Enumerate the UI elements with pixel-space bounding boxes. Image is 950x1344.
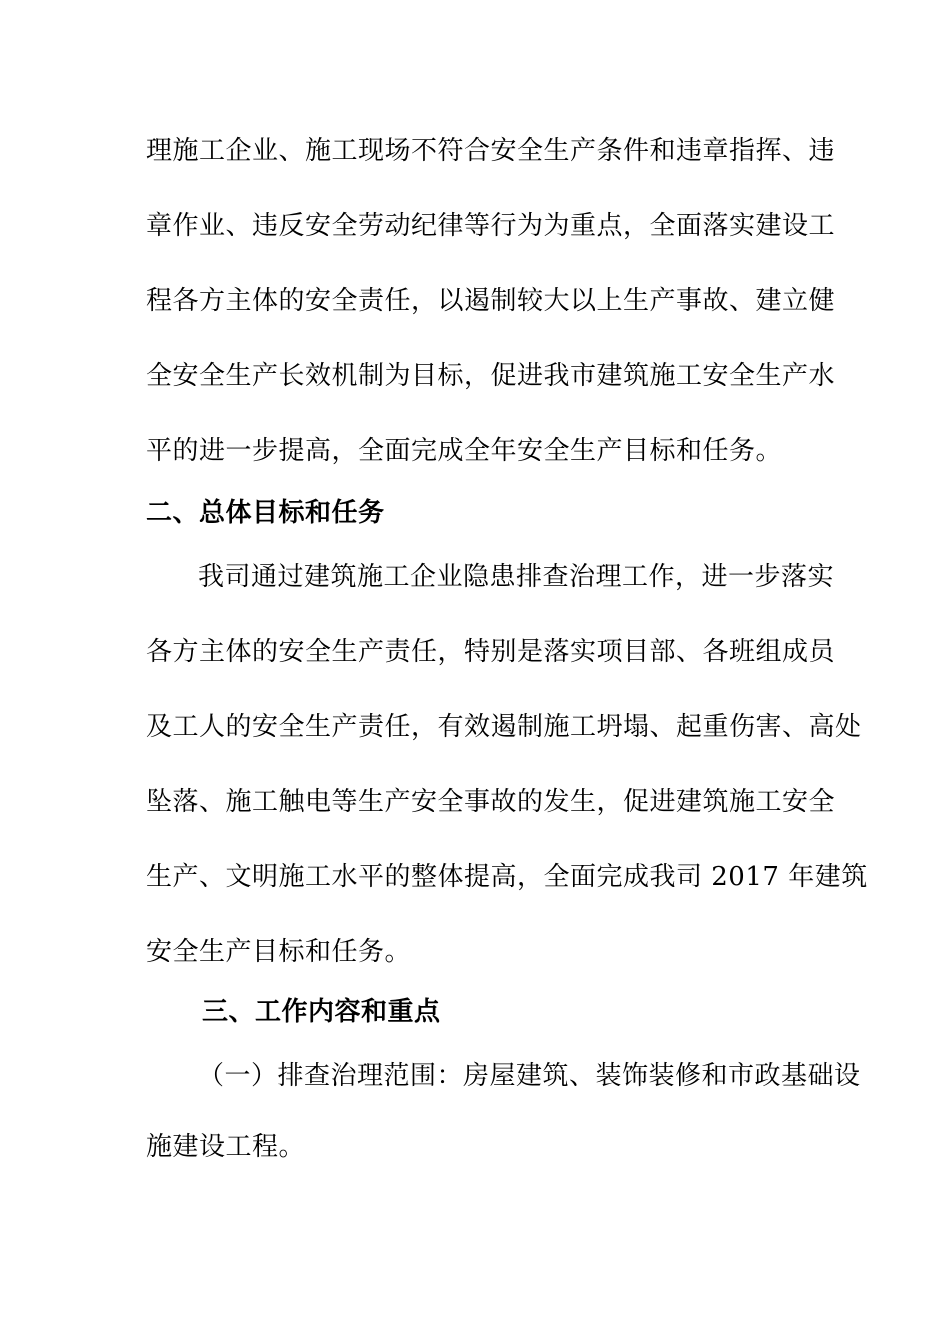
paragraph-2-line-3: 及工人的安全生产责任，有效遏制施工坍塌、起重伤害、高处 bbox=[146, 712, 862, 742]
section-heading-2: 二、总体目标和任务 bbox=[146, 498, 385, 528]
paragraph-3-line-1: （一）排查治理范围：房屋建筑、装饰装修和市政基础设 bbox=[198, 1061, 861, 1091]
paragraph-1-line-5: 平的进一步提高，全面完成全年安全生产目标和任务。 bbox=[146, 436, 783, 466]
paragraph-2-line-6: 安全生产目标和任务。 bbox=[146, 937, 412, 967]
paragraph-2-line-2: 各方主体的安全生产责任，特别是落实项目部、各班组成员 bbox=[146, 637, 836, 667]
paragraph-2-line-1: 我司通过建筑施工企业隐患排查治理工作，进一步落实 bbox=[198, 562, 835, 592]
paragraph-2-line-4: 坠落、施工触电等生产安全事故的发生，促进建筑施工安全 bbox=[146, 787, 836, 817]
paragraph-1-line-4: 全安全生产长效机制为目标，促进我市建筑施工安全生产水 bbox=[146, 361, 836, 391]
paragraph-1-line-1: 理施工企业、施工现场不符合安全生产条件和违章指挥、违 bbox=[146, 136, 836, 166]
paragraph-1-line-3: 程各方主体的安全责任，以遏制较大以上生产事故、建立健 bbox=[146, 286, 836, 316]
paragraph-1-line-2: 章作业、违反安全劳动纪律等行为为重点，全面落实建设工 bbox=[146, 211, 836, 241]
paragraph-3-line-2: 施建设工程。 bbox=[146, 1132, 306, 1162]
section-heading-3: 三、工作内容和重点 bbox=[202, 997, 441, 1027]
paragraph-2-line-5: 生产、文明施工水平的整体提高，全面完成我司 2017 年建筑 bbox=[146, 862, 868, 892]
